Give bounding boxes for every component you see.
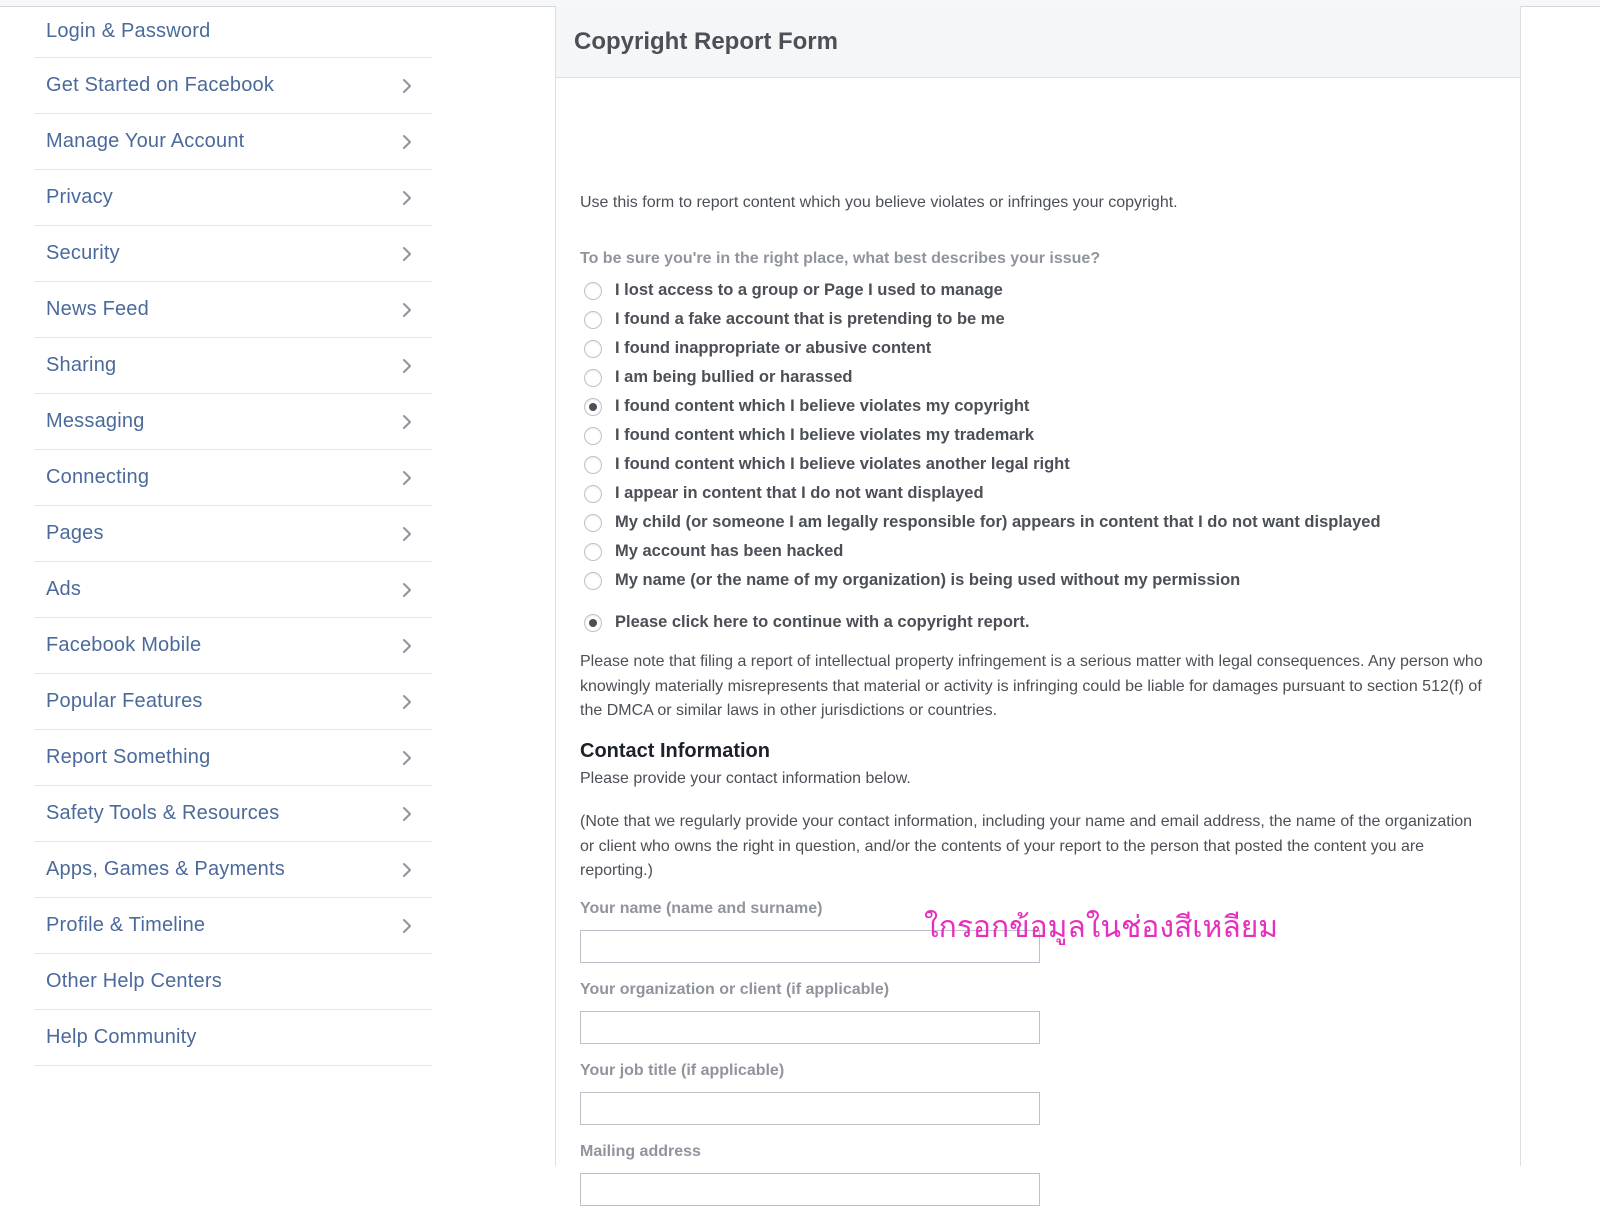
sidebar-item-get-started-on-facebook[interactable] [34,58,432,114]
sidebar-item-label: Get Started on Facebook [46,74,275,96]
sidebar-item-label: Privacy [46,186,113,208]
issue-option[interactable] [580,334,1381,363]
job-title-field[interactable] [580,1092,1040,1125]
issue-option[interactable] [580,363,1381,392]
sidebar-item-label: Messaging [46,410,145,432]
sidebar-item-pages[interactable] [34,506,432,562]
sidebar-item-label: Report Something [46,746,211,768]
chevron-right-icon [396,635,418,657]
issue-radio[interactable] [584,311,602,329]
sidebar-item-label: News Feed [46,298,149,320]
issue-option[interactable] [580,537,1381,566]
issue-option[interactable] [580,276,1381,305]
chevron-right-icon [396,747,418,769]
organization-field-label: Your organization or client (if applicable) [580,981,890,998]
sidebar-item-popular-features[interactable] [34,674,432,730]
issue-option[interactable] [580,508,1381,537]
sidebar-item-profile-timeline[interactable] [34,898,432,954]
chevron-right-icon [396,75,418,97]
sidebar-item-label: Facebook Mobile [46,634,202,656]
sidebar-item-label: Popular Features [46,690,203,712]
sidebar-item-label: Profile & Timeline [46,914,206,936]
issue-option[interactable] [580,392,1381,421]
sidebar-item-sharing[interactable] [34,338,432,394]
sidebar-item-label: Other Help Centers [46,970,222,992]
issue-radio[interactable] [584,427,602,445]
issue-radio[interactable] [584,398,602,416]
sidebar-item-connecting[interactable] [34,450,432,506]
issue-option-label: I found content which I believe violates my trademark [615,426,1035,444]
chevron-right-icon [396,131,418,153]
sidebar-item-news-feed[interactable] [34,282,432,338]
sidebar-item-apps-games-payments[interactable] [34,842,432,898]
issue-option-label: I found content which I believe violates another legal right [615,455,1070,473]
contact-section-subtitle: Please provide your contact information below. [580,770,911,787]
sidebar-item-label: Help Community [46,1026,197,1048]
chevron-right-icon [396,691,418,713]
issue-option-label: My account has been hacked [615,542,844,560]
issue-option[interactable] [580,305,1381,334]
sidebar-item-report-something[interactable] [34,730,432,786]
issue-option[interactable] [580,450,1381,479]
sidebar-item-facebook-mobile[interactable] [34,618,432,674]
sidebar-item-privacy[interactable] [34,170,432,226]
sidebar-item-messaging[interactable] [34,394,432,450]
sidebar-item-manage-your-account[interactable] [34,114,432,170]
sidebar-item-safety-tools-resources[interactable] [34,786,432,842]
mailing-address-field-label: Mailing address [580,1143,701,1160]
chevron-right-icon [396,523,418,545]
chevron-right-icon [396,859,418,881]
mailing-address-field[interactable] [580,1173,1040,1206]
issue-option-label: I appear in content that I do not want displayed [615,484,984,502]
issue-radio[interactable] [584,369,602,387]
chevron-right-icon [396,915,418,937]
chevron-right-icon [396,411,418,433]
continue-copyright-option[interactable] [580,608,1029,637]
name-field-label: Your name (name and surname) [580,900,823,917]
sidebar-item-label: Manage Your Account [46,130,245,152]
chevron-right-icon [396,243,418,265]
sidebar-item-label: Ads [46,578,82,600]
issue-radio[interactable] [584,282,602,300]
issue-radio[interactable] [584,456,602,474]
issue-radio[interactable] [584,485,602,503]
issue-radio[interactable] [584,572,602,590]
sidebar-item-ads[interactable] [34,562,432,618]
issue-options [580,276,1381,595]
sidebar-item-label: Login & Password [46,20,211,42]
issue-option-label: I lost access to a group or Page I used to manage [615,281,1003,299]
chevron-right-icon [396,299,418,321]
issue-option-label: I am being bullied or harassed [615,368,853,386]
issue-option-label: I found inappropriate or abusive content [615,339,932,357]
sidebar-item-label: Connecting [46,466,150,488]
chevron-right-icon [396,579,418,601]
issue-radio[interactable] [584,340,602,358]
issue-option[interactable] [580,566,1381,595]
chevron-right-icon [396,355,418,377]
panel-header [556,6,1520,78]
issue-option-label: My child (or someone I am legally responsible for) appears in content that I do not want displayed [615,513,1381,531]
sidebar-item-other-help-centers[interactable] [34,954,432,1010]
contact-section-note: (Note that we regularly provide your contact information, including your name and email address, the name of the organization or client who owns the right in question, and/or the contents of your report to the person that posted the content you are reporting.) [580,813,1473,879]
issue-radio[interactable] [584,514,602,532]
form-intro: Use this form to report content which you believe violates or infringes your copyright. [580,194,1178,211]
continue-radio[interactable] [584,614,602,632]
annotation-text: ใกรอกข้อมูลในช่องสีเหลียม [924,910,1279,945]
page-title: Copyright Report Form [574,27,838,55]
sidebar-item-label: Security [46,242,120,264]
job-title-field-label: Your job title (if applicable) [580,1062,785,1079]
sidebar-item-label: Apps, Games & Payments [46,858,285,880]
legal-notice: Please note that filing a report of intellectual property infringement is a serious matter with legal consequences. Any person who knowingly materially misrepresents that material or activity is infringing could be liable for damages pursuant to section 512(f) of the DMCA or similar laws in other jurisdictions or countries. [580,653,1483,719]
chevron-right-icon [396,467,418,489]
help-sidebar [34,6,432,1066]
contact-section-title: Contact Information [580,740,770,762]
issue-option[interactable] [580,479,1381,508]
sidebar-item-security[interactable] [34,226,432,282]
chevron-right-icon [396,187,418,209]
sidebar-item-label: Safety Tools & Resources [46,802,280,824]
issue-option-label: My name (or the name of my organization) is being used without my permission [615,571,1241,589]
sidebar-item-login-password[interactable] [34,6,432,58]
chevron-right-icon [396,803,418,825]
sidebar-item-label: Pages [46,522,104,544]
organization-field[interactable] [580,1011,1040,1044]
issue-option[interactable] [580,421,1381,450]
issue-radio[interactable] [584,543,602,561]
copyright-report-panel [555,6,1521,1166]
issue-option-label: I found content which I believe violates my copyright [615,397,1030,415]
continue-option-label: Please click here to continue with a copyright report. [615,613,1030,631]
issue-option-label: I found a fake account that is pretending to be me [615,310,1005,328]
issue-question: To be sure you're in the right place, what best describes your issue? [580,250,1101,267]
sidebar-item-help-community[interactable] [34,1010,432,1066]
sidebar-item-label: Sharing [46,354,117,376]
